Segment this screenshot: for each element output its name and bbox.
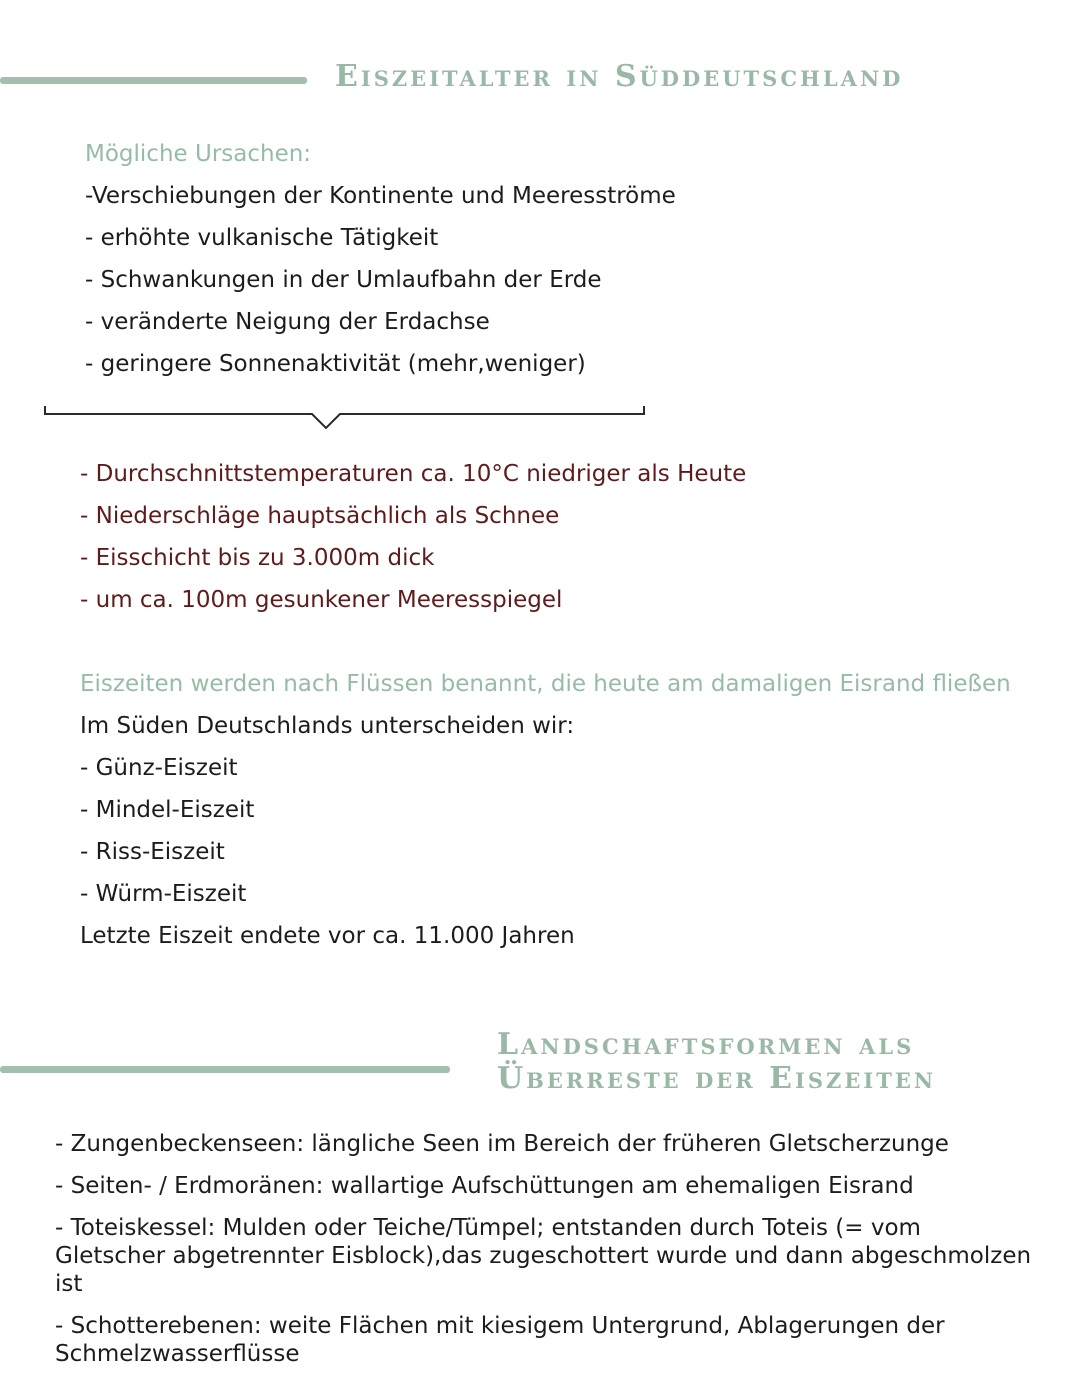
- section-title-ice-age: Eiszeitalter in Süddeutschland: [335, 59, 904, 94]
- ice-age-item: - Riss-Eiszeit: [80, 839, 225, 865]
- cause-item: - erhöhte vulkanische Tätigkeit: [85, 225, 439, 251]
- effect-item: - Eisschicht bis zu 3.000m dick: [80, 545, 435, 571]
- landform-item: - Seiten- / Erdmoränen: wallartige Aufschüttungen am ehemaligen Eisrand: [55, 1173, 914, 1199]
- effect-item: - um ca. 100m gesunkener Meeresspiegel: [80, 587, 563, 613]
- landform-item: - Schotterebenen: weite Flächen mit kiesigem Untergrund, Ablagerungen der Schmelzwasserflüsse: [55, 1313, 945, 1367]
- header-rule-2: [0, 1066, 450, 1073]
- ice-age-item: - Würm-Eiszeit: [80, 881, 247, 907]
- cause-item: - veränderte Neigung der Erdachse: [85, 309, 490, 335]
- landforms-list: [55, 1130, 1035, 1382]
- cause-item: - Schwankungen in der Umlaufbahn der Erde: [85, 267, 602, 293]
- causes-heading: Mögliche Ursachen:: [85, 141, 312, 167]
- naming-note: Eiszeiten werden nach Flüssen benannt, die heute am damaligen Eisrand fließen: [80, 671, 1011, 697]
- last-ice-age-note: Letzte Eiszeit endete vor ca. 11.000 Jahren: [80, 923, 575, 949]
- ice-ages-block: [80, 670, 1011, 964]
- effects-block: [80, 460, 746, 628]
- brace-divider-icon: [44, 400, 648, 434]
- cause-item: -Verschiebungen der Kontinente und Meeresströme: [85, 183, 676, 209]
- header-rule-1: [0, 77, 307, 84]
- ice-ages-intro: Im Süden Deutschlands unterscheiden wir:: [80, 713, 575, 739]
- ice-age-item: - Günz-Eiszeit: [80, 755, 238, 781]
- ice-age-item: - Mindel-Eiszeit: [80, 797, 255, 823]
- causes-block: [85, 140, 676, 392]
- landform-item: - Zungenbeckenseen: längliche Seen im Bereich der früheren Gletscherzunge: [55, 1131, 949, 1157]
- effect-item: - Niederschläge hauptsächlich als Schnee: [80, 503, 560, 529]
- effect-item: - Durchschnittstemperaturen ca. 10°C niedriger als Heute: [80, 461, 747, 487]
- landform-item: - Toteiskessel: Mulden oder Teiche/Tümpel; entstanden durch Toteis (= vom Gletscher abgetrennter Eisblock),das zugeschottert wurde und dann abgeschmolzen ist: [55, 1215, 1032, 1297]
- section-title-landforms-line1: Landschaftsformen als: [497, 1027, 915, 1062]
- section-title-landforms-line2: Überreste der Eiszeiten: [497, 1061, 937, 1096]
- cause-item: - geringere Sonnenaktivität (mehr,weniger): [85, 351, 586, 377]
